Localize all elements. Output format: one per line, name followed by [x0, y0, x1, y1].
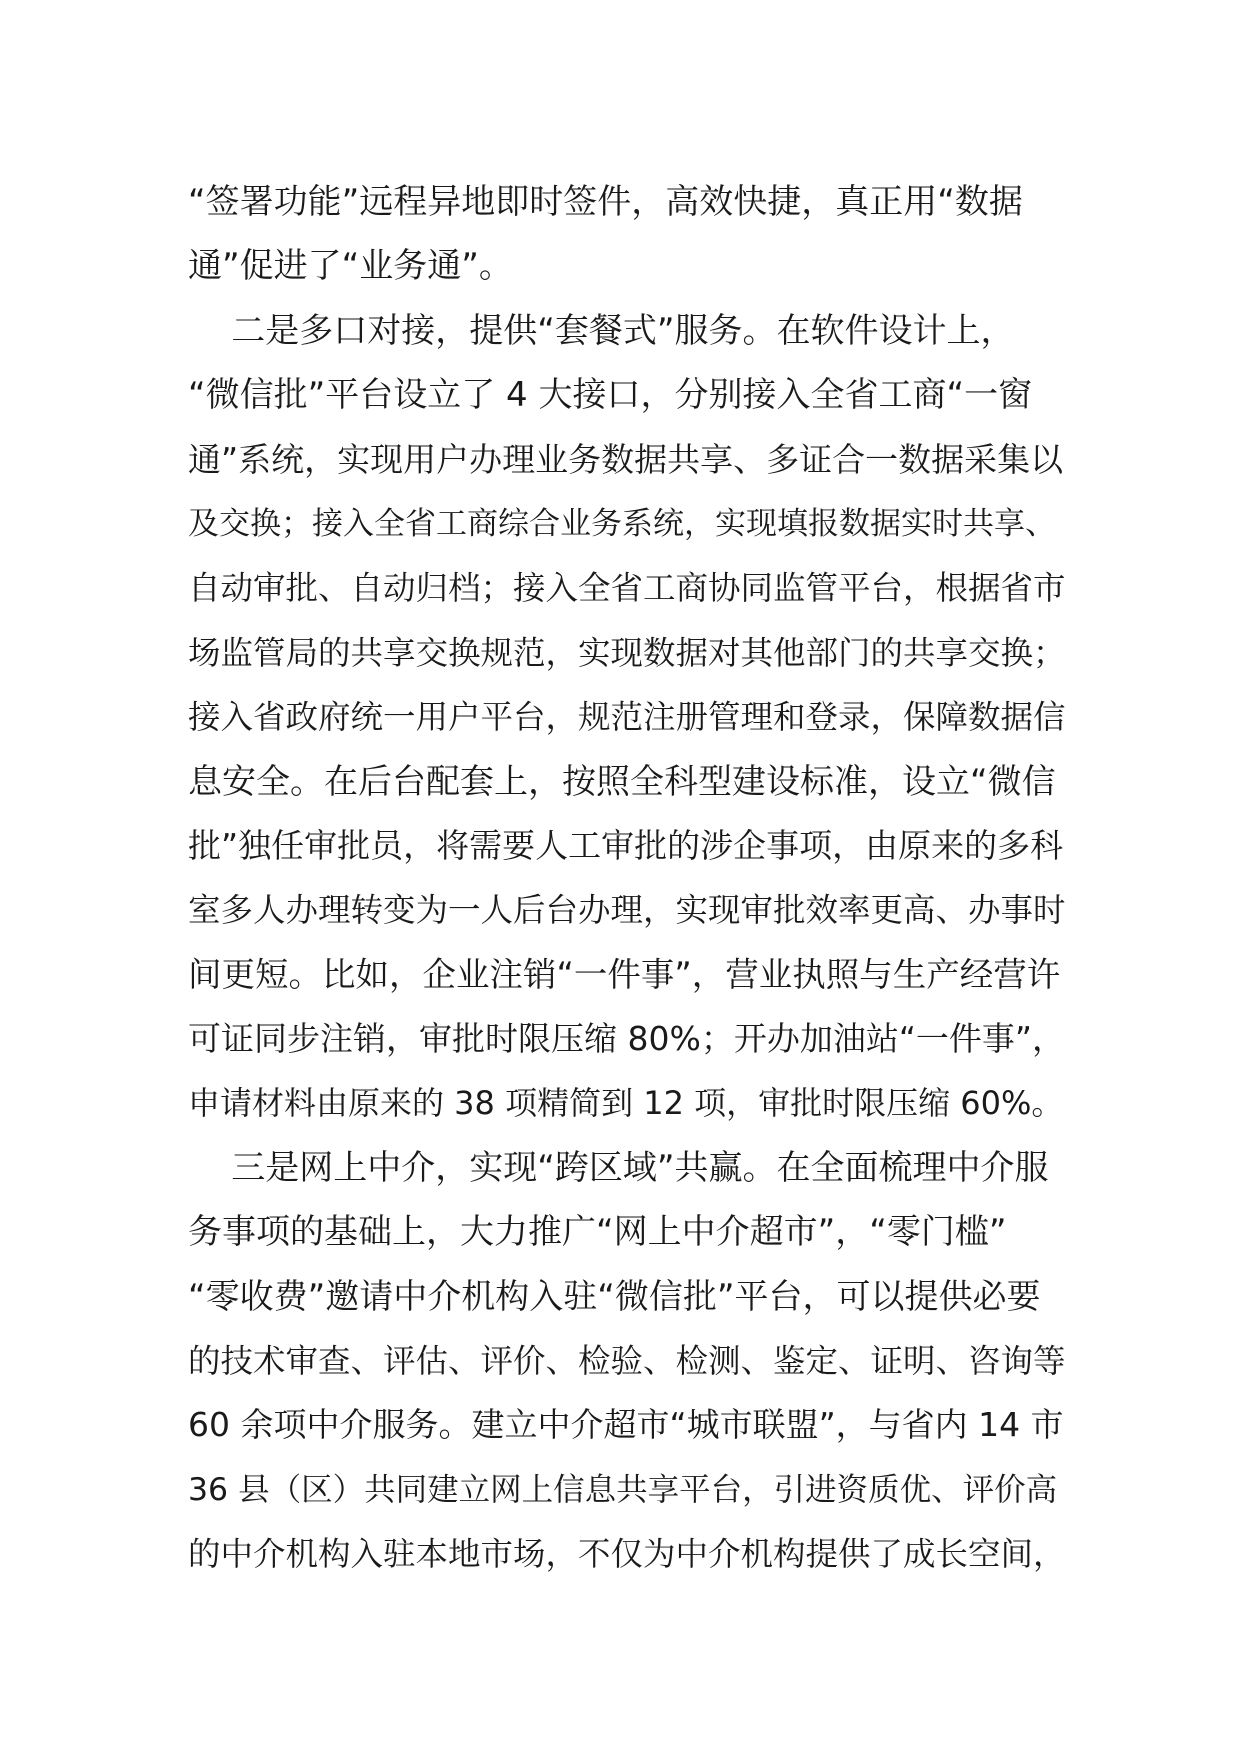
- text-line: 申请材料由原来的 38 项精简到 12 项，审批时限压缩 60%。: [188, 1084, 1064, 1123]
- text-line: 室多人办理转变为一人后台办理，实现审批效率更高、办事时: [188, 891, 1066, 930]
- text-line: 通”系统，实现用户办理业务数据共享、多证合一数据采集以: [188, 439, 1064, 479]
- body-text: [188, 170, 1068, 1587]
- text-line: 息安全。在后台配套上，按照全科型建设标准，设立“微信: [188, 761, 1056, 802]
- text-line: 批”独任审批员，将需要人工审批的涉企事项，由原来的多科: [188, 825, 1064, 865]
- text-line: 及交换；接入全省工商综合业务系统，实现填报数据实时共享、: [188, 505, 1056, 542]
- text-line: 36 县（区）共同建立网上信息共享平台，引进资质优、评价高: [188, 1471, 1058, 1508]
- text-line: “微信批”平台设立了 4 大接口，分别接入全省工商“一窗: [188, 375, 1033, 416]
- text-line: 务事项的基础上，大力推广“网上中介超市”，“零门槛”: [188, 1212, 1007, 1253]
- text-line: 的中介机构入驻本地市场，不仅为中介机构提供了成长空间，: [188, 1535, 1066, 1574]
- text-line: 场监管局的共享交换规范，实现数据对其他部门的共享交换；: [188, 633, 1066, 672]
- text-line: 间更短。比如，企业注销“一件事”，营业执照与生产经营许: [188, 954, 1061, 994]
- text-line: 60 余项中介服务。建立中介超市“城市联盟”，与省内 14 市: [188, 1405, 1064, 1445]
- text-line: “签署功能”远程异地即时签件，高效快捷，真正用“数据: [188, 182, 1023, 222]
- text-line: 可证同步注销，审批时限压缩 80%；开办加油站“一件事”，: [188, 1019, 1066, 1059]
- text-line: 自动审批、自动归档；接入全省工商协同监管平台，根据省市: [188, 569, 1066, 608]
- paragraph-start-line: 三是网上中介，实现“跨区域”共赢。在全面梳理中介服: [188, 1147, 1049, 1188]
- text-line: 的技术审查、评估、评价、检验、检测、鉴定、证明、咨询等: [188, 1342, 1066, 1381]
- text-line: “零收费”邀请中介机构入驻“微信批”平台，可以提供必要: [188, 1276, 1041, 1317]
- text-line: 接入省政府统一用户平台，规范注册管理和登录，保障数据信: [188, 698, 1066, 737]
- paragraph-start-line: 二是多口对接，提供“套餐式”服务。在软件设计上，: [188, 310, 1015, 351]
- text-line: 通”促进了“业务通”。: [188, 246, 513, 287]
